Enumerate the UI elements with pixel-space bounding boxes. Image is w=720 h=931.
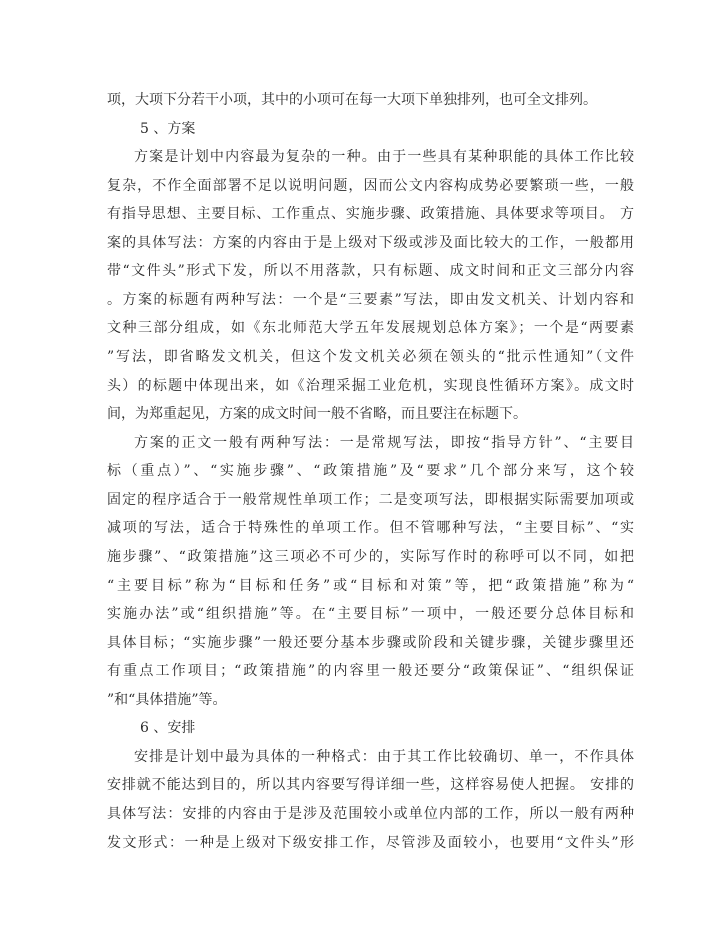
text-line: 项，大项下分若干小项，其中的小项可在每一大项下单独排列，也可全文排列。 — [107, 92, 597, 108]
text-line: 具体写法：安排的内容由于是涉及范围较小或单位内部的工作，所以一般有两种 — [107, 806, 634, 822]
text-line: 安排就不能达到目的，所以其内容要写得详细一些，这样容易使人把握。 安排的 — [107, 777, 634, 794]
text-line: 。方案的标题有两种写法：一个是“三要素”写法，即由发文机关、计划内容和 — [107, 291, 634, 308]
section-heading: 5 、方案 — [140, 120, 196, 137]
text-line: 文种三部分组成，如《东北师范大学五年发展规划总体方案》；一个是“两要素 — [107, 320, 634, 337]
text-line: 带“文件头”形式下发，所以不用落款，只有标题、成文时间和正文三部分内容 — [107, 263, 634, 280]
text-line: 头）的标题中体现出来，如《治理采掘工业危机，实现良性循环方案》。成文时 — [107, 377, 634, 394]
text-line: 减项的写法，适合于特殊性的单项工作。但不管哪种写法，“主要目标”、“实 — [107, 520, 634, 537]
text-line: 具体目标；“实施步骤”一般还要分基本步骤或阶段和关键步骤，关键步骤里还 — [107, 634, 634, 651]
text-line: 复杂，不作全面部署不足以说明问题，因而公文内容构成势必要繁琐一些，一般 — [107, 177, 634, 194]
text-line: 有重点工作项目；“政策措施”的内容里一般还要分“政策保证”、“组织保证 — [107, 663, 634, 680]
text-line: 实施办法”或“组织措施”等。在“主要目标”一项中，一般还要分总体目标和 — [107, 606, 634, 623]
text-line: ”写法，即省略发文机关，但这个发文机关必须在领头的“批示性通知”（文件 — [107, 349, 634, 366]
text-line: 方案的正文一般有两种写法：一是常规写法，即按“指导方针”、“主要目 — [134, 434, 634, 451]
text-line: 施步骤”、“政策措施”这三项必不可少的，实际写作时的称呼可以不同，如把 — [107, 548, 634, 565]
text-line: 有指导思想、主要目标、工作重点、实施步骤、政策措施、具体要求等项目。 方 — [107, 206, 634, 223]
section-heading: 6 、安排 — [140, 720, 196, 737]
text-line: 安排是计划中最为具体的一种格式：由于其工作比较确切、单一，不作具体 — [134, 748, 634, 765]
text-line: 标（重点）”、“实施步骤”、“政策措施”及“要求”几个部分来写，这个较 — [107, 463, 634, 480]
text-line: 固定的程序适合于一般常规性单项工作；二是变项写法，即根据实际需要加项或 — [107, 491, 634, 508]
text-line: 案的具体写法：方案的内容由于是上级对下级或涉及面比较大的工作，一般都用 — [107, 234, 634, 251]
text-line: 间，为郑重起见，方案的成文时间一般不省略，而且要注在标题下。 — [107, 406, 527, 423]
text-line: “主要目标”称为“目标和任务”或“目标和对策”等，把“政策措施”称为“ — [107, 577, 634, 594]
text-line: ”和“具体措施”等。 — [107, 691, 227, 708]
text-line: 方案是计划中内容最为复杂的一种。由于一些具有某种职能的具体工作比较 — [134, 149, 634, 166]
text-line: 发文形式：一种是上级对下级安排工作，尽管涉及面较小，也要用“文件头”形 — [107, 834, 634, 851]
